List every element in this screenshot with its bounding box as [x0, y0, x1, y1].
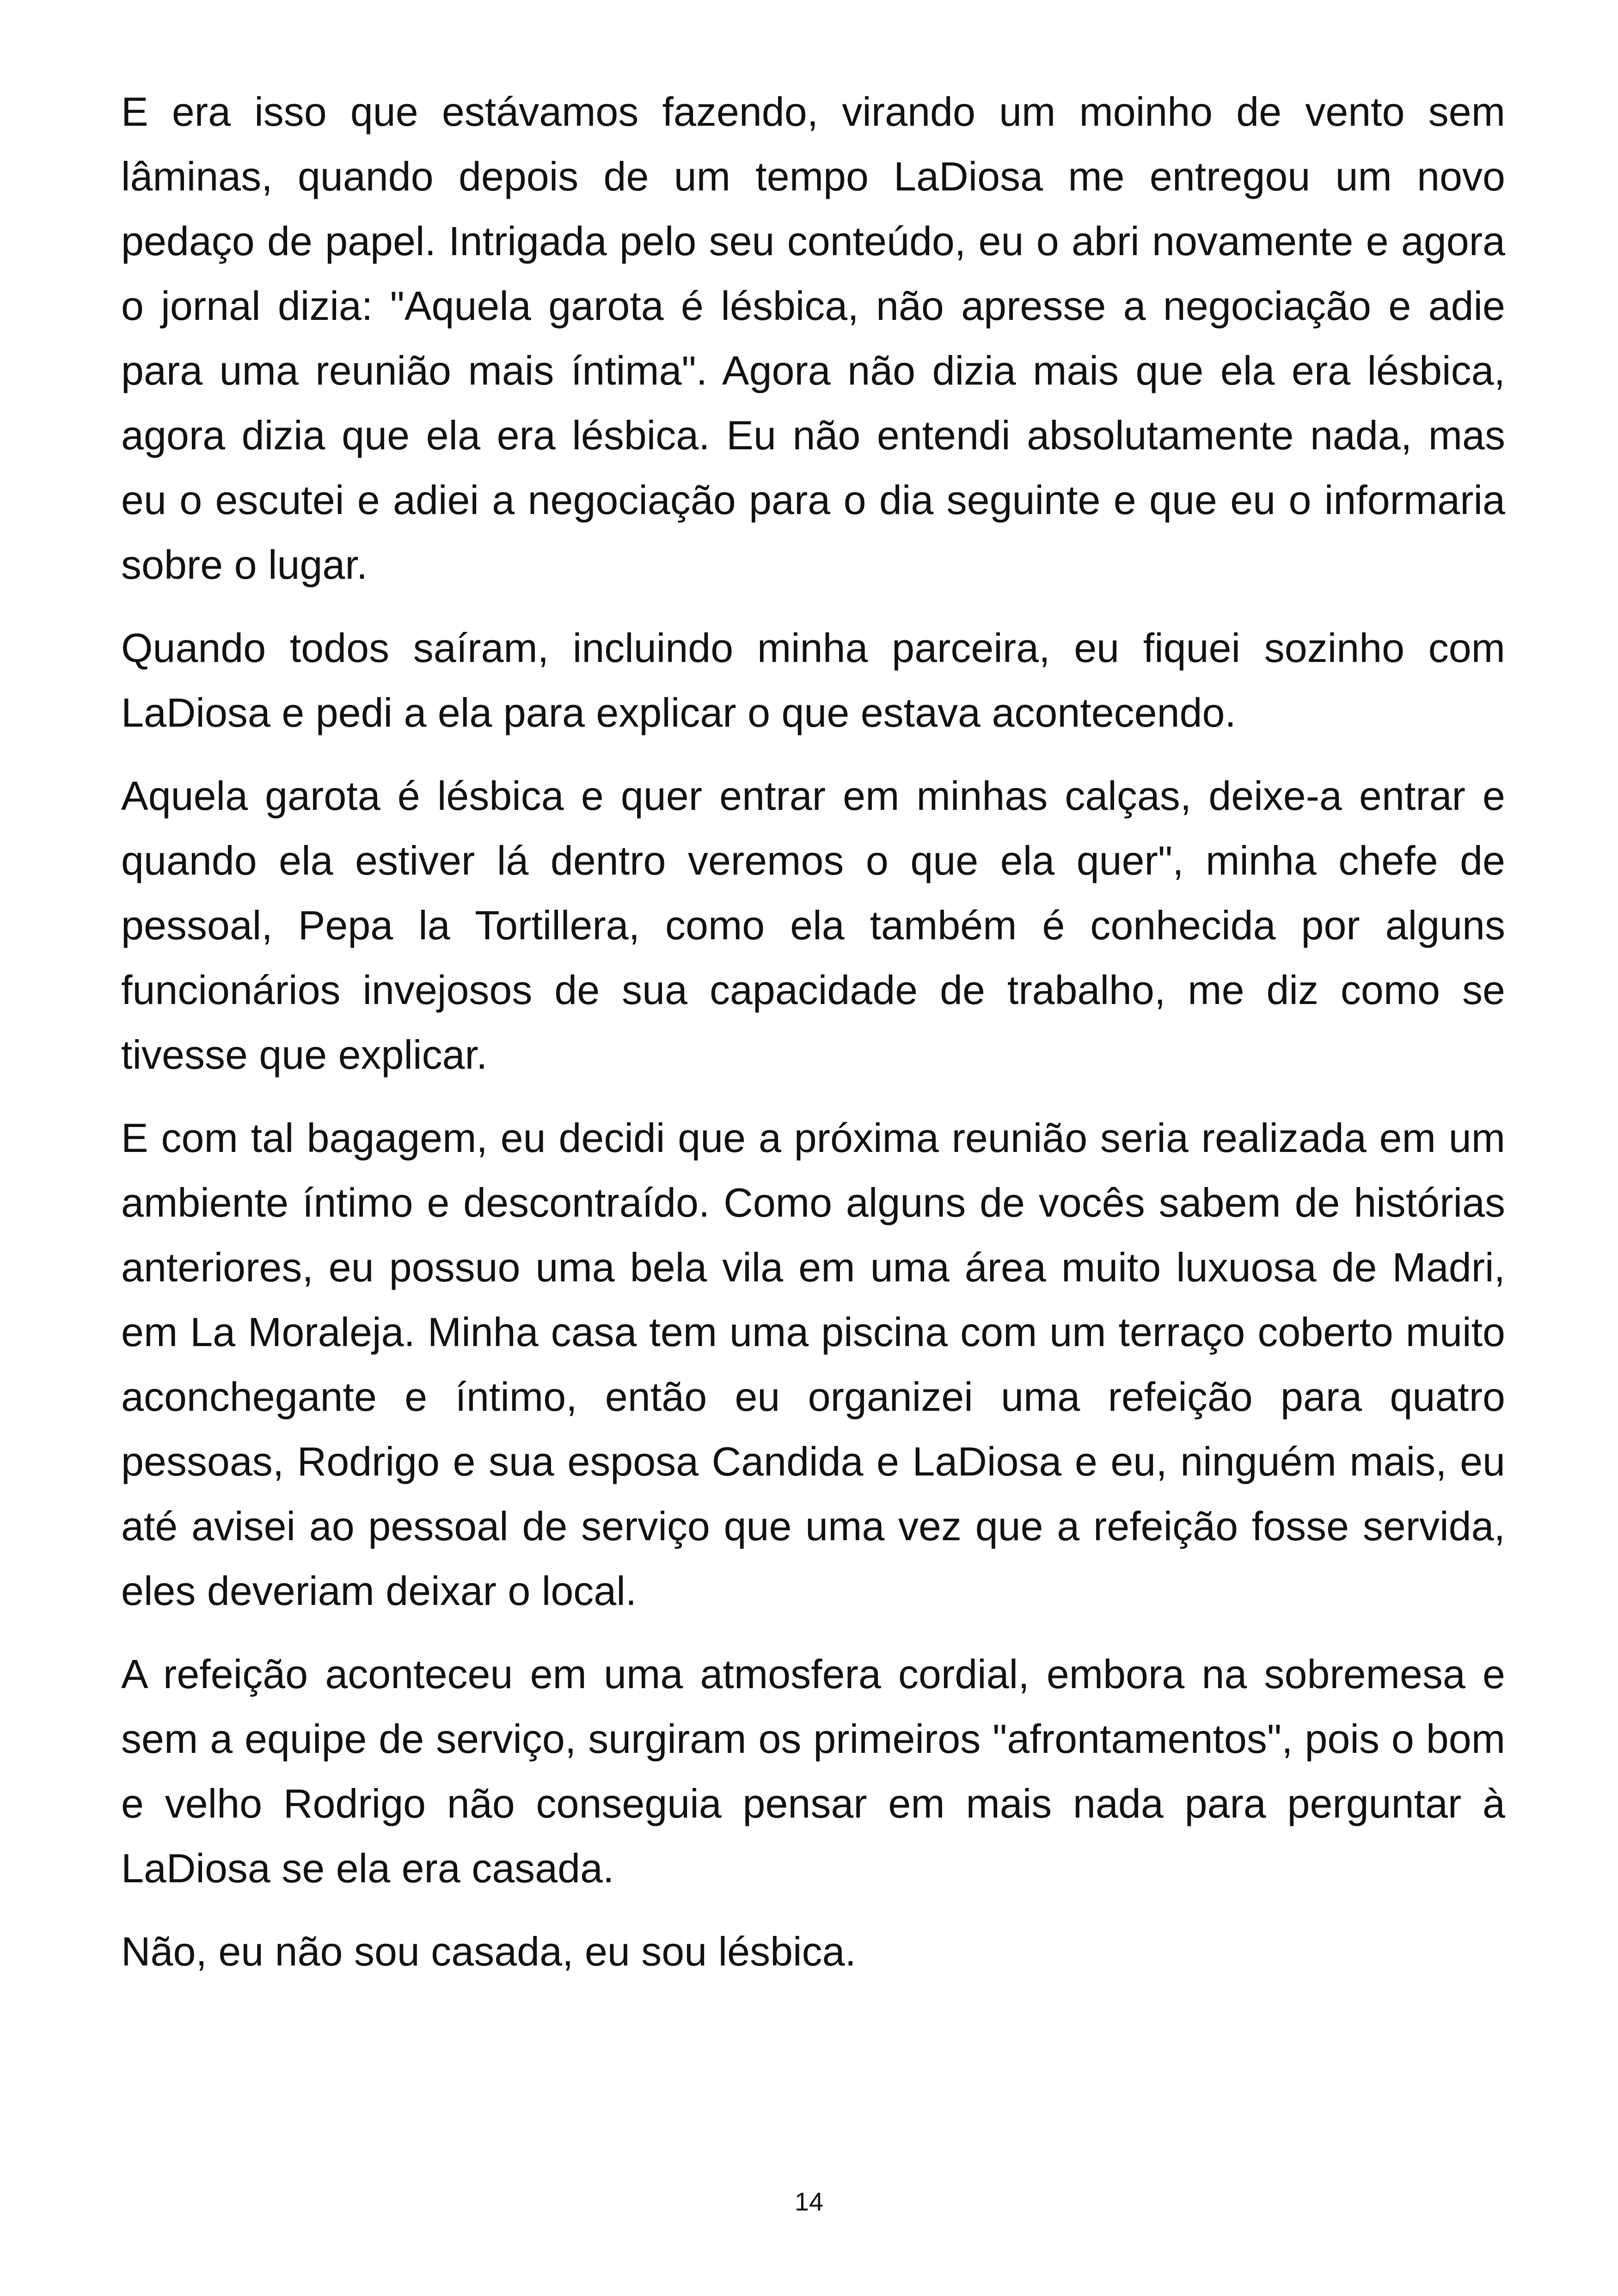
- paragraph-1: E era isso que estávamos fazendo, virando um moinho de vento sem lâminas, quando depois de um tempo LaDiosa me entregou um novo pedaço de papel. Intrigada pelo seu conteúdo, eu o abri novamente e agora o jornal dizia: "Aquela garota é lésbica, não apresse a negociação e adie para uma reunião mais íntima". Agora não dizia mais que ela era lésbica, agora dizia que ela era lésbica. Eu não entendi absolutamente nada, mas eu o escutei e adiei a negociação para o dia seguinte e que eu o informaria sobre o lugar.: [121, 89, 1505, 588]
- page-number: 14: [794, 2187, 824, 2216]
- body-text: [121, 80, 1505, 2002]
- paragraph-3: Aquela garota é lésbica e quer entrar em minhas calças, deixe-a entrar e quando ela estiver lá dentro veremos o que ela quer", minha chefe de pessoal, Pepa la Tortillera, como ela também é conhecida por alguns funcionários invejosos de sua capacidade de trabalho, me diz como se tivesse que explicar.: [121, 773, 1505, 1078]
- paragraph-6: Não, eu não sou casada, eu sou lésbica.: [121, 1929, 856, 1974]
- paragraph-5: A refeição aconteceu em uma atmosfera cordial, embora na sobremesa e sem a equipe de serviço, surgiram os primeiros "afrontamentos", pois o bom e velho Rodrigo não conseguia pensar em mais nada para perguntar à LaDiosa se ela era casada.: [121, 1651, 1505, 1891]
- paragraph-2: Quando todos saíram, incluindo minha parceira, eu fiquei sozinho com LaDiosa e pedi a ela para explicar o que estava acontecendo.: [121, 625, 1505, 735]
- paragraph-4: E com tal bagagem, eu decidi que a próxima reunião seria realizada em um ambiente íntimo e descontraído. Como alguns de vocês sabem de histórias anteriores, eu possuo uma bela vila em uma área muito luxuosa de Madri, em La Moraleja. Minha casa tem uma piscina com um terraço coberto muito aconchegante e íntimo, então eu organizei uma refeição para quatro pessoas, Rodrigo e sua esposa Candida e LaDiosa e eu, ninguém mais, eu até avisei ao pessoal de serviço que uma vez que a refeição fosse servida, eles deveriam deixar o local.: [121, 1115, 1505, 1614]
